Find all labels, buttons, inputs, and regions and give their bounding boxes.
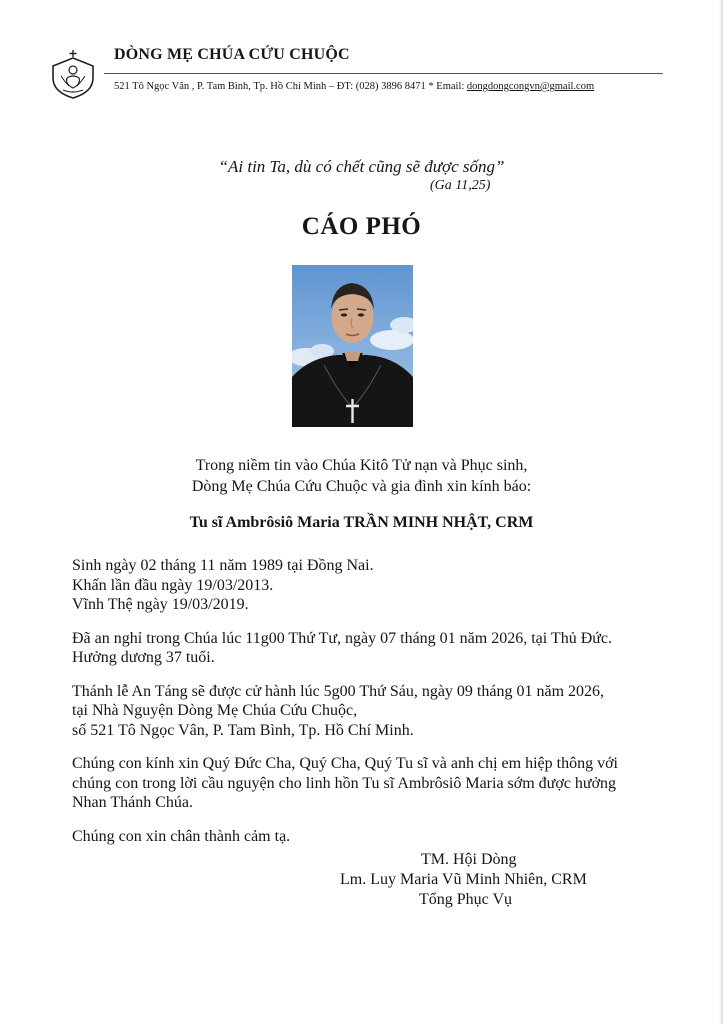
page-title: CÁO PHÓ bbox=[301, 213, 422, 240]
signature-position: Tổng Phục Vụ bbox=[419, 891, 513, 908]
birth-line: Sinh ngày 02 tháng 11 năm 1989 tại Đồng Nai. bbox=[72, 557, 374, 574]
thanks-line: Chúng con xin chân thành cảm tạ. bbox=[72, 827, 291, 845]
scripture-reference: (Ga 11,25) bbox=[430, 178, 491, 193]
request-line: Nhan Thánh Chúa. bbox=[72, 794, 194, 811]
death-line: Đã an nghỉ trong Chúa lúc 11g00 Thứ Tư, ngày 07 tháng 01 năm 2026, tại Thủ Đức. bbox=[72, 629, 613, 647]
death-paragraph bbox=[72, 629, 672, 668]
thanks-paragraph bbox=[72, 827, 672, 847]
funeral-line: Thánh lễ An Táng sẽ được cử hành lúc 5g00 Thứ Sáu, ngày 09 tháng 01 năm 2026, bbox=[72, 682, 605, 700]
deceased-name: Tu sĩ Ambrôsiô Maria TRẦN MINH NHẬT, CRM bbox=[189, 514, 534, 531]
email-link[interactable]: dongdongcongvn@gmail.com bbox=[466, 81, 595, 92]
biography-paragraph bbox=[72, 556, 672, 615]
age-line: Hưởng dương 37 tuổi. bbox=[72, 649, 215, 666]
funeral-paragraph bbox=[72, 682, 672, 741]
final-vows-line: Vĩnh Thệ ngày 19/03/2019. bbox=[72, 596, 249, 613]
funeral-line: số 521 Tô Ngọc Vân, P. Tam Bình, Tp. Hồ Chí Minh. bbox=[72, 721, 414, 739]
request-line: Chúng con kính xin Quý Đức Cha, Quý Cha, Quý Tu sĩ và anh chị em hiệp thông với bbox=[72, 755, 618, 772]
org-address bbox=[114, 81, 594, 92]
signature-signer: Lm. Luy Maria Vũ Minh Nhiên, CRM bbox=[340, 871, 587, 888]
signature-on-behalf: TM. Hội Dòng bbox=[421, 851, 517, 868]
portrait-photo bbox=[292, 265, 413, 427]
intro-line: Dòng Mẹ Chúa Cứu Chuộc và gia đình xin kính báo: bbox=[191, 478, 532, 495]
page-edge-shadow bbox=[719, 0, 723, 1024]
request-line: chúng con trong lời cầu nguyện cho linh hồn Tu sĩ Ambrôsiô Maria sớm được hưởng bbox=[72, 774, 617, 792]
funeral-line: tại Nhà Nguyện Dòng Mẹ Chúa Cứu Chuộc, bbox=[72, 702, 358, 719]
congregation-logo-icon bbox=[47, 48, 99, 100]
scripture-quote: “Ai tin Ta, dù có chết cũng sẽ được sống” bbox=[218, 157, 505, 176]
address-text: 521 Tô Ngọc Vân , P. Tam Bình, Tp. Hồ Chí Minh – ĐT: (028) 3896 8471 * Email: bbox=[114, 81, 467, 92]
first-vows-line: Khấn lần đầu ngày 19/03/2013. bbox=[72, 576, 274, 594]
obituary-body bbox=[72, 556, 672, 846]
prayer-request-paragraph bbox=[72, 754, 672, 813]
header-divider bbox=[104, 73, 663, 74]
intro-announcement bbox=[0, 455, 723, 497]
org-name: DÒNG MẸ CHÚA CỨU CHUỘC bbox=[114, 46, 350, 63]
intro-line: Trong niềm tin vào Chúa Kitô Tử nạn và Phục sinh, bbox=[195, 457, 528, 474]
